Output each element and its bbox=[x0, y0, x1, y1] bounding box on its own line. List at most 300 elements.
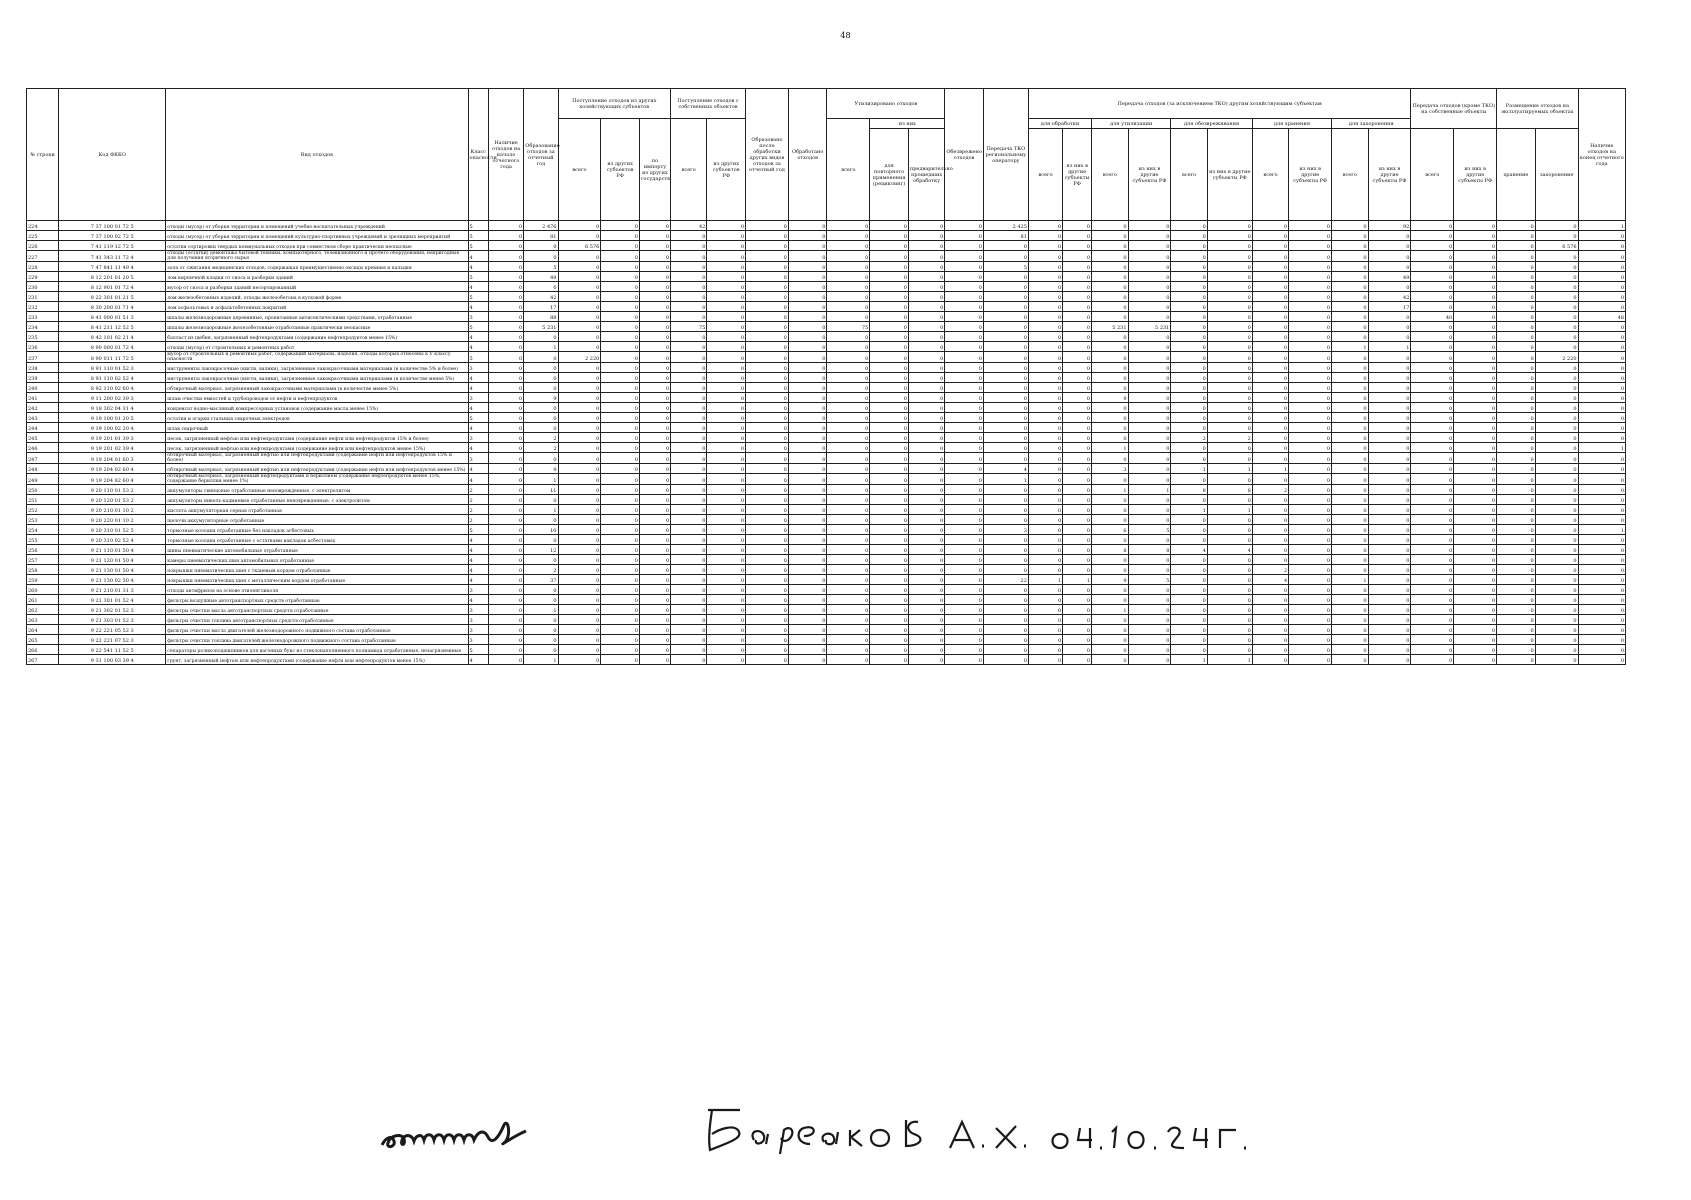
value-cell: 0 bbox=[639, 575, 670, 585]
value-cell: 0 bbox=[1411, 555, 1454, 565]
value-cell: 0 bbox=[1207, 251, 1252, 262]
value-cell: 1 bbox=[524, 655, 558, 665]
value-cell: 2 220 bbox=[1535, 352, 1578, 363]
waste-type: тормозные колодки отработанные без накладок асбестовых bbox=[166, 525, 468, 535]
value-cell: 0 bbox=[945, 575, 984, 585]
handwritten-name-date bbox=[700, 1100, 1300, 1160]
value-cell: 0 bbox=[1535, 272, 1578, 282]
value-cell: 0 bbox=[746, 565, 789, 575]
fkko-code: 7 37 100 01 72 5 bbox=[59, 221, 166, 231]
value-cell: 0 bbox=[1092, 262, 1128, 272]
value-cell: 0 bbox=[707, 645, 746, 655]
value-cell: 0 bbox=[1332, 221, 1368, 231]
value-cell: 0 bbox=[1578, 241, 1625, 251]
value-cell: 0 bbox=[1454, 525, 1497, 535]
value-cell: 0 bbox=[1207, 535, 1252, 545]
value-cell: 0 bbox=[1171, 403, 1207, 413]
value-cell: 0 bbox=[983, 352, 1028, 363]
value-cell: 0 bbox=[827, 312, 870, 322]
value-cell: 0 bbox=[1411, 635, 1454, 645]
value-cell: 0 bbox=[1368, 373, 1411, 383]
value-cell: 0 bbox=[1454, 535, 1497, 545]
value-cell: 0 bbox=[827, 403, 870, 413]
value-cell: 0 bbox=[1289, 495, 1332, 505]
value-cell: 0 bbox=[1578, 645, 1625, 655]
value-cell: 0 bbox=[558, 464, 601, 474]
value-cell: 0 bbox=[1128, 272, 1171, 282]
value-cell: 1 bbox=[983, 474, 1028, 485]
value-cell: 0 bbox=[601, 251, 640, 262]
value-cell: 0 bbox=[1063, 645, 1092, 655]
value-cell: 0 bbox=[1063, 615, 1092, 625]
waste-type: фильтры воздушные автотранспортных средств отработанные bbox=[166, 595, 468, 605]
waste-type: кислота аккумуляторная серная отработанная bbox=[166, 505, 468, 515]
value-cell: 0 bbox=[788, 373, 827, 383]
value-cell: 0 bbox=[746, 555, 789, 565]
value-cell: 0 bbox=[788, 262, 827, 272]
value-cell: 0 bbox=[1497, 251, 1536, 262]
value-cell: 0 bbox=[788, 565, 827, 575]
waste-type: аккумуляторы никель-кадмиевые отработанные неповрежденные, с электролитом bbox=[166, 495, 468, 505]
value-cell: 0 bbox=[558, 221, 601, 231]
value-cell: 0 bbox=[1028, 585, 1062, 595]
value-cell: 0 bbox=[827, 495, 870, 505]
value-cell: 0 bbox=[945, 302, 984, 312]
value-cell: 0 bbox=[1063, 262, 1092, 272]
waste-type: щелочи аккумуляторные отработанные bbox=[166, 515, 468, 525]
value-cell: 0 bbox=[1368, 464, 1411, 474]
table-row bbox=[27, 332, 1626, 342]
hazard-class: 5 bbox=[468, 413, 488, 423]
value-cell: 0 bbox=[870, 241, 909, 251]
value-cell: 0 bbox=[601, 342, 640, 352]
value-cell: 0 bbox=[1535, 575, 1578, 585]
value-cell: 0 bbox=[1063, 464, 1092, 474]
value-cell: 0 bbox=[908, 221, 944, 231]
value-cell: 0 bbox=[707, 474, 746, 485]
value-cell: 0 bbox=[1171, 342, 1207, 352]
fkko-code: 9 31 100 03 39 4 bbox=[59, 655, 166, 665]
value-cell: 0 bbox=[827, 645, 870, 655]
value-cell: 0 bbox=[746, 525, 789, 535]
value-cell: 0 bbox=[1289, 332, 1332, 342]
fkko-code: 8 90 011 11 72 5 bbox=[59, 352, 166, 363]
value-cell: 0 bbox=[1454, 332, 1497, 342]
value-cell: 0 bbox=[639, 635, 670, 645]
value-cell: 0 bbox=[601, 393, 640, 403]
value-cell: 2 bbox=[524, 443, 558, 453]
col-formed-after: Образовано после обработки других видов отходов за отчетный год bbox=[746, 89, 789, 221]
value-cell: 0 bbox=[1128, 625, 1171, 635]
row-number: 247 bbox=[27, 453, 59, 464]
value-cell: 0 bbox=[1578, 413, 1625, 423]
value-cell: 0 bbox=[1578, 585, 1625, 595]
value-cell: 0 bbox=[601, 615, 640, 625]
value-cell: 0 bbox=[1289, 585, 1332, 595]
value-cell: 0 bbox=[1454, 262, 1497, 272]
value-cell: 0 bbox=[671, 251, 707, 262]
value-cell: 0 bbox=[1332, 645, 1368, 655]
value-cell: 0 bbox=[746, 251, 789, 262]
value-cell: 0 bbox=[945, 393, 984, 403]
value-cell: 0 bbox=[601, 645, 640, 655]
value-cell: 0 bbox=[1497, 221, 1536, 231]
value-cell: 0 bbox=[1171, 383, 1207, 393]
value-cell: 0 bbox=[671, 393, 707, 403]
value-cell: 0 bbox=[1535, 625, 1578, 635]
value-cell: 0 bbox=[671, 403, 707, 413]
value-cell: 0 bbox=[1171, 332, 1207, 342]
value-cell: 0 bbox=[1368, 485, 1411, 495]
value-cell: 0 bbox=[945, 332, 984, 342]
value-cell: 9 bbox=[524, 464, 558, 474]
value-cell: 0 bbox=[671, 655, 707, 665]
value-cell: 1 bbox=[1128, 485, 1171, 495]
value-cell: 2 476 bbox=[524, 221, 558, 231]
value-cell: 0 bbox=[1368, 231, 1411, 241]
row-number: 240 bbox=[27, 383, 59, 393]
value-cell: 0 bbox=[671, 272, 707, 282]
value-cell: 0 bbox=[601, 515, 640, 525]
col-received-import: по импорту из других государств bbox=[639, 119, 670, 221]
value-cell: 0 bbox=[945, 342, 984, 352]
value-cell: 12 bbox=[524, 545, 558, 555]
value-cell: 0 bbox=[870, 555, 909, 565]
waste-type: шлам очистки емкостей и трубопроводов от нефти и нефтепродуктов bbox=[166, 393, 468, 403]
value-cell: 0 bbox=[870, 373, 909, 383]
value-cell: 0 bbox=[1332, 443, 1368, 453]
table-row bbox=[27, 393, 1626, 403]
value-cell: 0 bbox=[1063, 282, 1092, 292]
value-cell: 0 bbox=[908, 453, 944, 464]
value-cell: 0 bbox=[1028, 645, 1062, 655]
value-cell: 0 bbox=[945, 645, 984, 655]
value-cell: 0 bbox=[1028, 555, 1062, 565]
value-cell: 0 bbox=[908, 342, 944, 352]
value-cell: 0 bbox=[1454, 352, 1497, 363]
value-cell: 0 bbox=[1252, 342, 1288, 352]
value-cell: 0 bbox=[488, 292, 523, 302]
value-cell: 0 bbox=[1535, 645, 1578, 655]
value-cell: 0 bbox=[1368, 655, 1411, 665]
handwritten-signature bbox=[376, 1107, 556, 1157]
value-cell: 0 bbox=[1171, 635, 1207, 645]
hazard-class: 3 bbox=[468, 393, 488, 403]
value-cell: 1 bbox=[1332, 575, 1368, 585]
row-number: 264 bbox=[27, 625, 59, 635]
value-cell: 0 bbox=[1332, 363, 1368, 373]
col-tp-all: всего bbox=[1028, 129, 1062, 221]
value-cell: 0 bbox=[1332, 403, 1368, 413]
value-cell: 0 bbox=[671, 413, 707, 423]
value-cell: 0 bbox=[788, 403, 827, 413]
waste-type: отходы (остатки) демонтажа бытовой техники, компьютерного, телевизионного и прочего оборудования, непригодные для получения вторичного сырья bbox=[166, 251, 468, 262]
fkko-code: 8 41 000 01 51 3 bbox=[59, 312, 166, 322]
value-cell: 0 bbox=[1207, 625, 1252, 635]
value-cell: 0 bbox=[1578, 251, 1625, 262]
value-cell: 0 bbox=[1028, 525, 1062, 535]
value-cell: 0 bbox=[1535, 413, 1578, 423]
value-cell: 0 bbox=[746, 312, 789, 322]
value-cell: 1 bbox=[1578, 525, 1625, 535]
table-row bbox=[27, 322, 1626, 332]
value-cell: 0 bbox=[1578, 332, 1625, 342]
value-cell: 0 bbox=[707, 272, 746, 282]
value-cell: 0 bbox=[639, 373, 670, 383]
value-cell: 0 bbox=[908, 282, 944, 292]
value-cell: 0 bbox=[908, 241, 944, 251]
value-cell: 0 bbox=[707, 312, 746, 322]
value-cell: 0 bbox=[1171, 595, 1207, 605]
value-cell: 0 bbox=[945, 635, 984, 645]
value-cell: 0 bbox=[1535, 312, 1578, 322]
value-cell: 0 bbox=[1332, 453, 1368, 464]
value-cell: 0 bbox=[524, 535, 558, 545]
value-cell: 0 bbox=[558, 282, 601, 292]
value-cell: 0 bbox=[983, 485, 1028, 495]
value-cell: 0 bbox=[1207, 292, 1252, 302]
value-cell: 0 bbox=[1332, 262, 1368, 272]
value-cell: 0 bbox=[1454, 403, 1497, 413]
value-cell: 0 bbox=[488, 312, 523, 322]
value-cell: 0 bbox=[524, 635, 558, 645]
value-cell: 0 bbox=[788, 413, 827, 423]
value-cell: 0 bbox=[1578, 505, 1625, 515]
waste-type: отходы (мусор) от строительных и ремонтных работ bbox=[166, 342, 468, 352]
value-cell: 0 bbox=[1454, 515, 1497, 525]
col-neutralized: Обезврежено отходов bbox=[945, 89, 984, 221]
value-cell: 0 bbox=[1028, 322, 1062, 332]
value-cell: 0 bbox=[1171, 272, 1207, 282]
value-cell: 0 bbox=[1028, 453, 1062, 464]
value-cell: 0 bbox=[870, 262, 909, 272]
value-cell: 0 bbox=[1454, 272, 1497, 282]
value-cell: 0 bbox=[558, 413, 601, 423]
value-cell: 0 bbox=[1497, 423, 1536, 433]
value-cell: 0 bbox=[1535, 515, 1578, 525]
value-cell: 0 bbox=[908, 575, 944, 585]
value-cell: 0 bbox=[1535, 453, 1578, 464]
value-cell: 0 bbox=[1497, 555, 1536, 565]
value-cell: 0 bbox=[558, 515, 601, 525]
row-number: 245 bbox=[27, 433, 59, 443]
value-cell: 0 bbox=[707, 241, 746, 251]
value-cell: 0 bbox=[1535, 342, 1578, 352]
value-cell: 4 bbox=[1207, 545, 1252, 555]
value-cell: 0 bbox=[1028, 413, 1062, 423]
value-cell: 0 bbox=[1497, 495, 1536, 505]
value-cell: 0 bbox=[601, 464, 640, 474]
hazard-class: 4 bbox=[468, 595, 488, 605]
hazard-class: 4 bbox=[468, 565, 488, 575]
value-cell: 1 bbox=[1207, 505, 1252, 515]
col-received-rf: из других субъектов РФ bbox=[601, 119, 640, 221]
value-cell: 0 bbox=[601, 403, 640, 413]
value-cell: 0 bbox=[788, 505, 827, 515]
value-cell: 0 bbox=[1411, 282, 1454, 292]
value-cell: 0 bbox=[639, 525, 670, 535]
value-cell: 0 bbox=[870, 231, 909, 241]
value-cell: 0 bbox=[908, 505, 944, 515]
col-processed: Обработано отходов bbox=[788, 89, 827, 221]
value-cell: 0 bbox=[945, 605, 984, 615]
value-cell: 0 bbox=[1063, 474, 1092, 485]
value-cell: 0 bbox=[488, 645, 523, 655]
value-cell: 0 bbox=[827, 585, 870, 595]
value-cell: 0 bbox=[1128, 302, 1171, 312]
waste-type: фильтры очистки масла двигателей железнодорожного подвижного состава отработанные bbox=[166, 625, 468, 635]
value-cell: 0 bbox=[1411, 373, 1454, 383]
value-cell: 0 bbox=[1028, 302, 1062, 312]
value-cell: 0 bbox=[1289, 453, 1332, 464]
fkko-code: 9 21 303 01 52 3 bbox=[59, 615, 166, 625]
value-cell: 0 bbox=[945, 221, 984, 231]
value-cell: 0 bbox=[1128, 605, 1171, 615]
value-cell: 0 bbox=[1063, 635, 1092, 645]
value-cell: 0 bbox=[639, 322, 670, 332]
value-cell: 0 bbox=[1332, 625, 1368, 635]
value-cell: 0 bbox=[1028, 363, 1062, 373]
value-cell: 0 bbox=[1207, 423, 1252, 433]
row-number: 230 bbox=[27, 282, 59, 292]
col-oo-all: всего bbox=[1411, 129, 1454, 221]
value-cell: 0 bbox=[746, 495, 789, 505]
value-cell: 0 bbox=[1128, 443, 1171, 453]
value-cell: 0 bbox=[870, 302, 909, 312]
value-cell: 0 bbox=[908, 413, 944, 423]
row-number: 235 bbox=[27, 332, 59, 342]
value-cell: 0 bbox=[1063, 393, 1092, 403]
value-cell: 0 bbox=[746, 342, 789, 352]
value-cell: 0 bbox=[1028, 505, 1062, 515]
hazard-class: 5 bbox=[468, 272, 488, 282]
value-cell: 0 bbox=[870, 575, 909, 585]
value-cell: 0 bbox=[1128, 655, 1171, 665]
value-cell: 0 bbox=[707, 443, 746, 453]
value-cell: 0 bbox=[870, 515, 909, 525]
value-cell: 0 bbox=[945, 515, 984, 525]
value-cell: 0 bbox=[1171, 625, 1207, 635]
value-cell: 0 bbox=[1411, 322, 1454, 332]
value-cell: 0 bbox=[1454, 505, 1497, 515]
value-cell: 0 bbox=[1332, 635, 1368, 645]
table-row bbox=[27, 545, 1626, 555]
col-transfer-processing: для обработки bbox=[1028, 119, 1091, 129]
value-cell: 0 bbox=[1535, 393, 1578, 403]
value-cell: 0 bbox=[1411, 423, 1454, 433]
value-cell: 0 bbox=[707, 342, 746, 352]
fkko-code: 8 42 101 02 21 4 bbox=[59, 332, 166, 342]
value-cell: 0 bbox=[1289, 423, 1332, 433]
value-cell: 0 bbox=[908, 373, 944, 383]
value-cell: 0 bbox=[945, 282, 984, 292]
fkko-code: 9 19 201 01 39 3 bbox=[59, 433, 166, 443]
value-cell: 0 bbox=[558, 302, 601, 312]
value-cell: 0 bbox=[908, 352, 944, 363]
value-cell: 5 231 bbox=[1128, 322, 1171, 332]
waste-type: сепараторы роликоподшипников для вагонных букс из стеклонаполненного полиамида отработанные, незагрязненные bbox=[166, 645, 468, 655]
value-cell: 0 bbox=[1578, 262, 1625, 272]
value-cell: 0 bbox=[1252, 605, 1288, 615]
value-cell: 0 bbox=[1497, 575, 1536, 585]
value-cell: 0 bbox=[558, 474, 601, 485]
value-cell: 0 bbox=[1411, 545, 1454, 555]
value-cell: 0 bbox=[1332, 413, 1368, 423]
value-cell: 0 bbox=[671, 565, 707, 575]
value-cell: 0 bbox=[1063, 383, 1092, 393]
value-cell: 0 bbox=[827, 302, 870, 312]
value-cell: 0 bbox=[1028, 485, 1062, 495]
value-cell: 0 bbox=[788, 615, 827, 625]
value-cell: 0 bbox=[1368, 625, 1411, 635]
row-number: 262 bbox=[27, 605, 59, 615]
value-cell: 8 bbox=[1092, 545, 1128, 555]
value-cell: 0 bbox=[746, 615, 789, 625]
value-cell: 0 bbox=[1207, 635, 1252, 645]
value-cell: 0 bbox=[601, 363, 640, 373]
hazard-class: 5 bbox=[468, 322, 488, 332]
value-cell: 0 bbox=[558, 312, 601, 322]
value-cell: 0 bbox=[1028, 231, 1062, 241]
value-cell: 0 bbox=[1028, 282, 1062, 292]
value-cell: 0 bbox=[983, 635, 1028, 645]
value-cell: 0 bbox=[1578, 342, 1625, 352]
value-cell: 0 bbox=[746, 322, 789, 332]
fkko-code: 9 19 100 02 20 4 bbox=[59, 423, 166, 433]
value-cell: 0 bbox=[1289, 221, 1332, 231]
value-cell: 0 bbox=[558, 453, 601, 464]
value-cell: 0 bbox=[1289, 282, 1332, 292]
value-cell: 0 bbox=[1454, 645, 1497, 655]
value-cell: 0 bbox=[1252, 292, 1288, 302]
value-cell: 0 bbox=[601, 495, 640, 505]
value-cell: 0 bbox=[1028, 545, 1062, 555]
value-cell: 0 bbox=[558, 443, 601, 453]
value-cell: 0 bbox=[1497, 443, 1536, 453]
value-cell: 0 bbox=[1454, 453, 1497, 464]
value-cell: 0 bbox=[707, 363, 746, 373]
waste-type: покрышки пневматических шин с металлическим кордом отработанные bbox=[166, 575, 468, 585]
value-cell: 0 bbox=[1092, 221, 1128, 231]
value-cell: 0 bbox=[707, 231, 746, 241]
value-cell: 0 bbox=[1289, 241, 1332, 251]
value-cell: 0 bbox=[788, 595, 827, 605]
row-number: 232 bbox=[27, 302, 59, 312]
value-cell: 0 bbox=[1207, 565, 1252, 575]
value-cell: 0 bbox=[601, 433, 640, 443]
value-cell: 0 bbox=[788, 363, 827, 373]
value-cell: 0 bbox=[788, 605, 827, 615]
value-cell: 0 bbox=[1063, 433, 1092, 443]
value-cell: 0 bbox=[1207, 302, 1252, 312]
hazard-class: 3 bbox=[468, 433, 488, 443]
value-cell: 0 bbox=[601, 453, 640, 464]
value-cell: 0 bbox=[1092, 565, 1128, 575]
col-hazard-class: Класс опасности bbox=[468, 89, 488, 221]
value-cell: 0 bbox=[1092, 312, 1128, 322]
value-cell: 0 bbox=[827, 635, 870, 645]
value-cell: 42 bbox=[1368, 292, 1411, 302]
value-cell: 0 bbox=[558, 251, 601, 262]
waste-type: лом железобетонных изделий, отходы железобетона в кусковой форме bbox=[166, 292, 468, 302]
value-cell: 0 bbox=[983, 545, 1028, 555]
value-cell: 0 bbox=[639, 615, 670, 625]
value-cell: 0 bbox=[1332, 433, 1368, 443]
value-cell: 0 bbox=[908, 272, 944, 282]
value-cell: 0 bbox=[870, 535, 909, 545]
value-cell: 0 bbox=[1092, 655, 1128, 665]
table-row bbox=[27, 262, 1626, 272]
